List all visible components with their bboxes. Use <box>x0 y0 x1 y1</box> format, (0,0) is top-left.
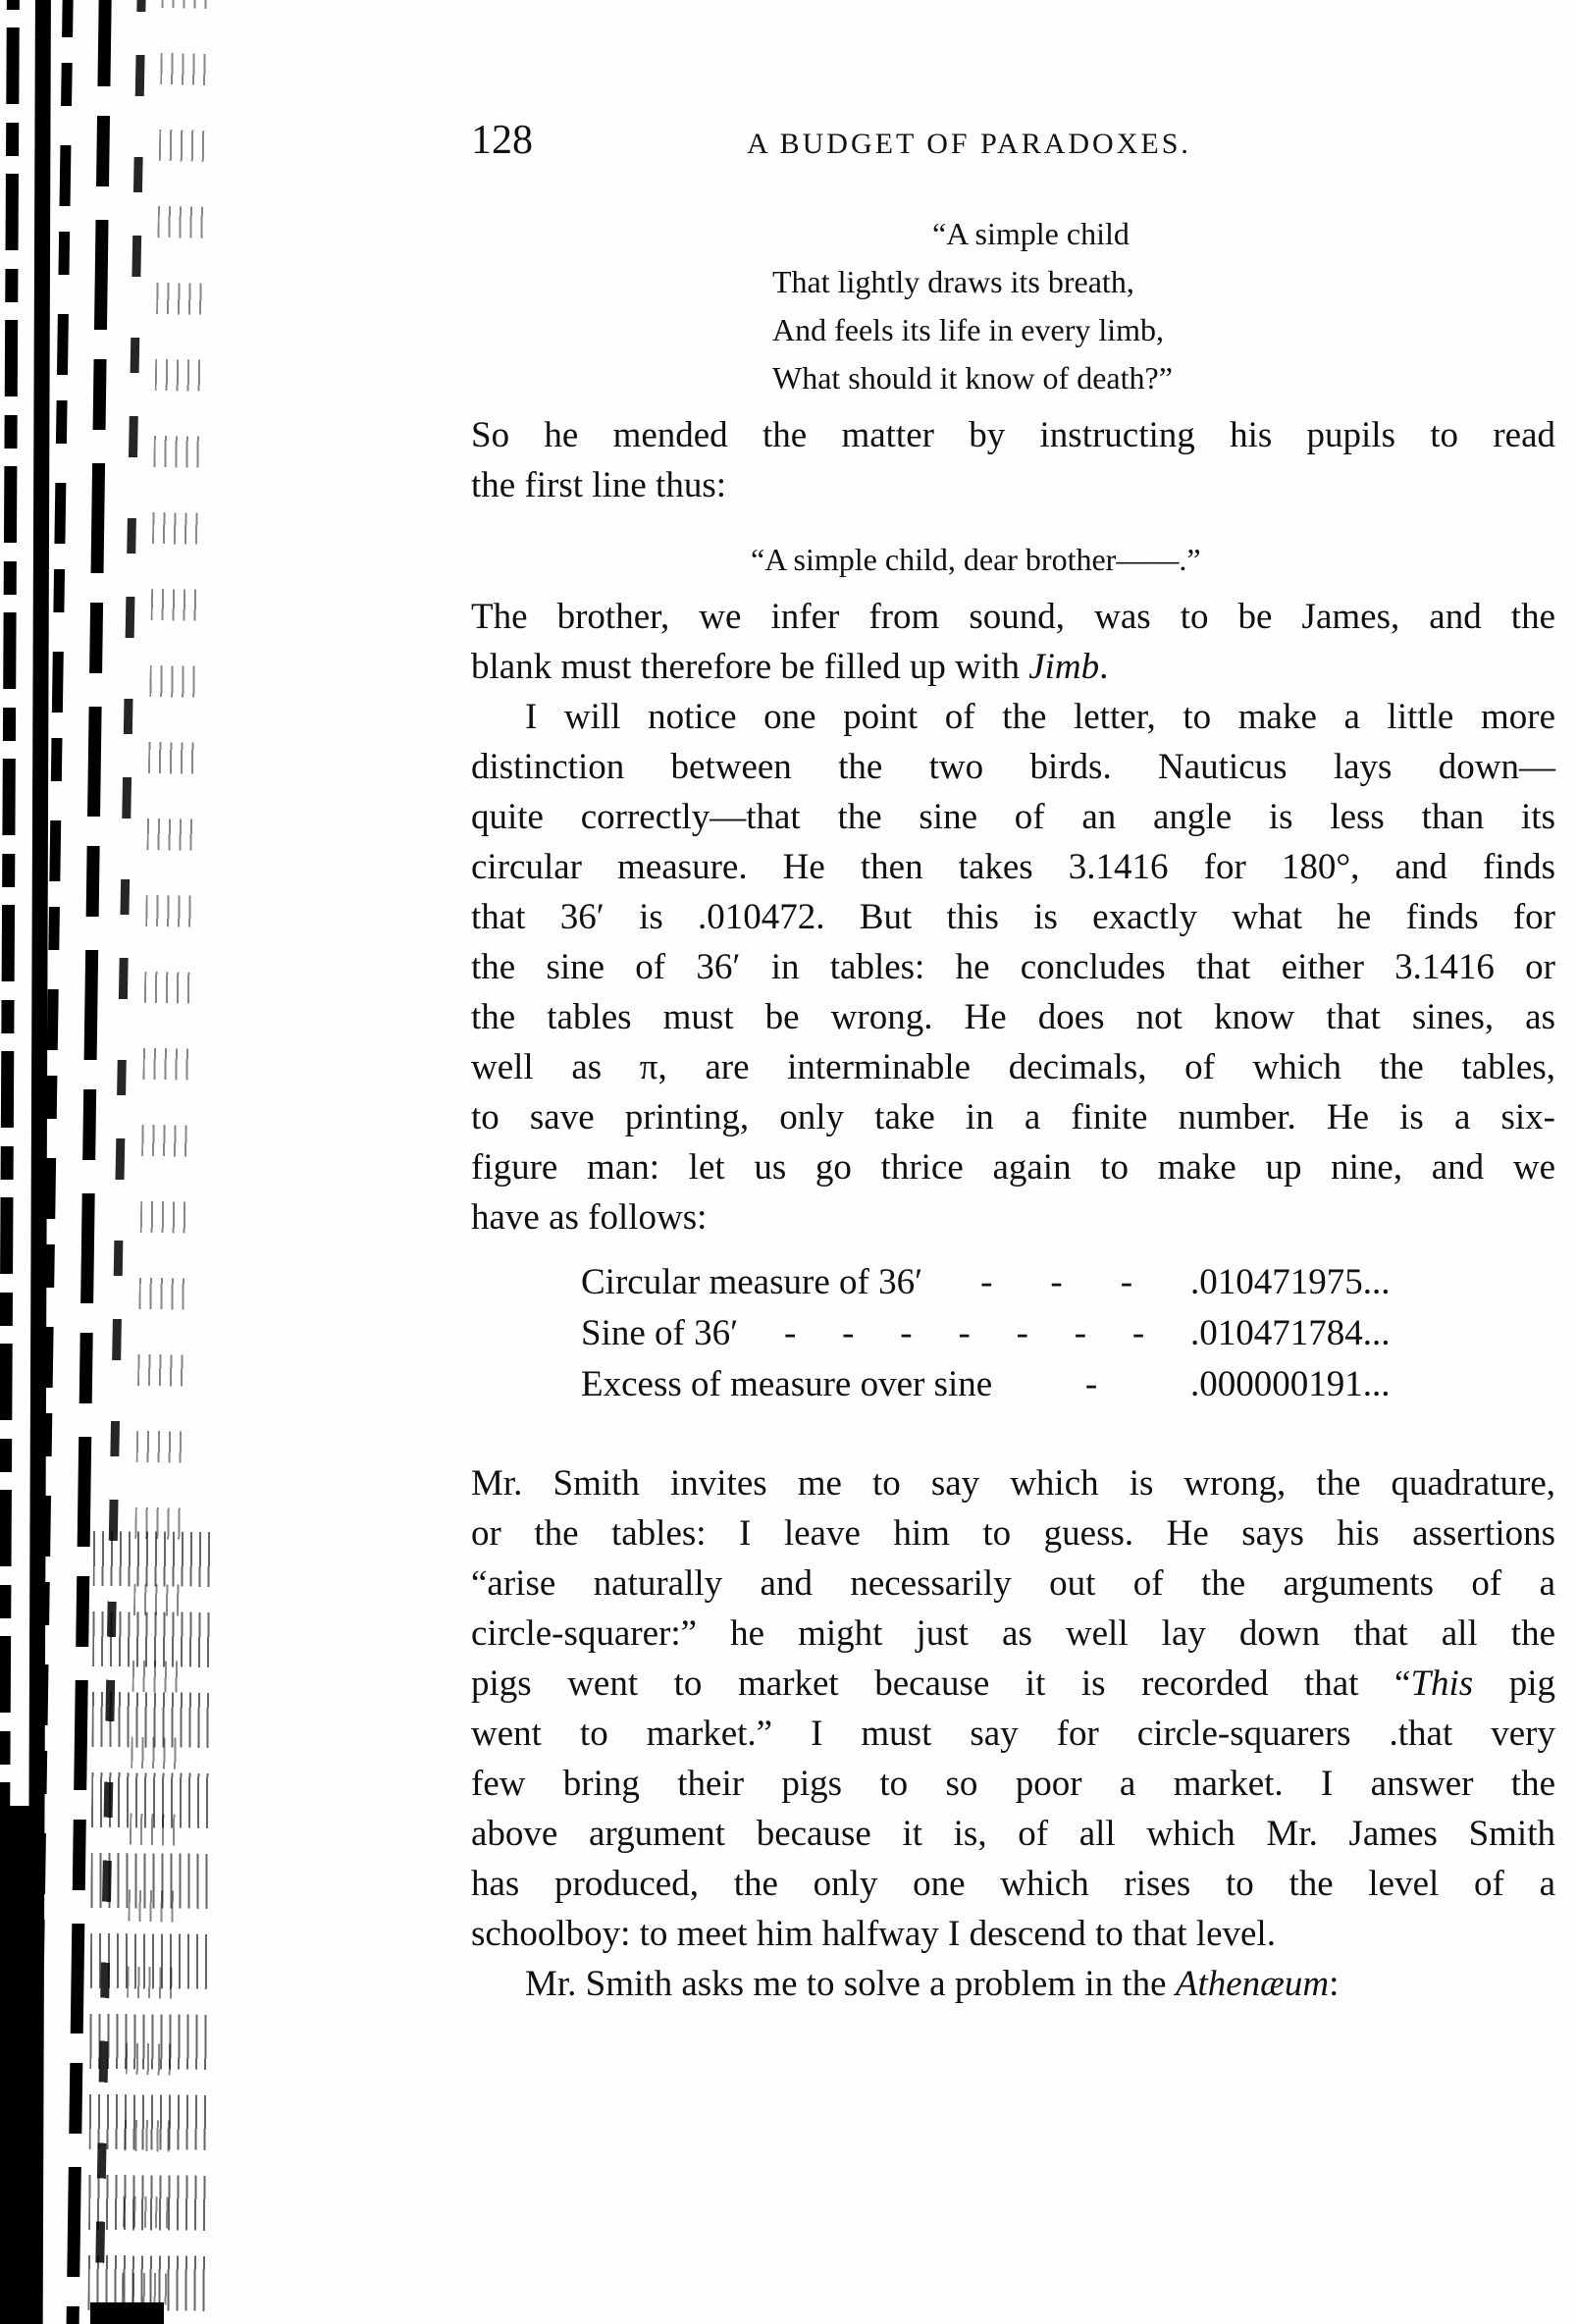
text-line: That lightly draws its breath, <box>772 264 1134 299</box>
text-line: few bring their pigs to so poor a market. I answer the <box>471 1764 1555 1804</box>
text-line: circular measure. He then takes 3.1416 for 180°, and finds <box>471 847 1555 887</box>
text-line: What should it know of death?” <box>772 360 1173 396</box>
text-line: quite correctly—that the sine of an angle is less than its <box>471 797 1555 837</box>
leader-dashes: - <box>1084 1364 1098 1404</box>
text-line: schoolboy: to meet him halfway I descend to that level. <box>471 1914 1276 1954</box>
scan-blot <box>0 1806 30 2324</box>
text-line: the sine of 36′ in tables: he concludes that either 3.1416 or <box>471 947 1555 987</box>
figures-table <box>471 1257 1555 1410</box>
poem <box>471 210 1555 402</box>
paragraph <box>471 1458 1555 1959</box>
paragraph <box>471 1959 1555 2009</box>
row-value: .000000191... <box>1190 1364 1391 1404</box>
table-row <box>471 1257 1485 1308</box>
scan-artifacts <box>0 0 250 2324</box>
text-line: above argument because it is, of all which Mr. James Smith <box>471 1814 1555 1854</box>
running-title: A BUDGET OF PARADOXES. <box>747 128 1191 160</box>
page-body <box>471 210 1555 2009</box>
table-row <box>471 1359 1485 1410</box>
text-line: or the tables: I leave him to guess. He says his assertions <box>471 1513 1555 1554</box>
page-header <box>471 116 1555 165</box>
text-line: circle-squarer:” he might just as well lay down that all the <box>471 1613 1555 1654</box>
row-value: .010471784... <box>1190 1313 1391 1353</box>
row-value: .010471975... <box>1190 1262 1391 1302</box>
page-number: 128 <box>471 118 533 163</box>
text-line: Mr. Smith asks me to solve a problem in the Athenæum: <box>525 1964 1340 2004</box>
text-line: that 36′ is .010472. But this is exactly what he finds for <box>471 897 1555 937</box>
scan-blot <box>90 2302 164 2324</box>
text-line: has produced, the only one which rises to the level of a <box>471 1864 1555 1904</box>
text-line: “arise naturally and necessarily out of the arguments of a <box>471 1563 1555 1604</box>
row-label: Sine of 36′ <box>581 1313 739 1353</box>
leader-dashes: - - - <box>980 1262 1133 1302</box>
text-line: I will notice one point of the letter, to make a little more <box>525 697 1555 737</box>
text-line: blank must therefore be filled up with Jimb. <box>471 647 1109 687</box>
paragraph <box>471 592 1555 692</box>
verse-quote: “A simple child, dear brother——.” <box>751 542 1201 577</box>
paragraph <box>471 410 1555 510</box>
text-line: pigs went to market because it is recorded that “This pig <box>471 1664 1556 1704</box>
row-label: Excess of measure over sine <box>581 1364 993 1404</box>
text-line: have as follows: <box>471 1197 708 1238</box>
text-line: to save printing, only take in a finite number. He is a six- <box>471 1097 1555 1137</box>
leader-dashes: - - - - - - - <box>784 1313 1145 1353</box>
text-line: The brother, we infer from sound, was to be James, and the <box>471 597 1555 637</box>
text-line: And feels its life in every limb, <box>772 312 1165 347</box>
text-line: the first line thus: <box>471 465 726 505</box>
scan-noise <box>87 1531 213 2324</box>
row-label: Circular measure of 36′ <box>581 1262 923 1302</box>
paragraph <box>471 692 1555 1242</box>
text-line: the tables must be wrong. He does not know that sines, as <box>471 997 1555 1037</box>
text-line: figure man: let us go thrice again to make up nine, and we <box>471 1147 1555 1188</box>
text-line: “A simple child <box>932 216 1130 251</box>
text-line: Mr. Smith invites me to say which is wrong, the quadrature, <box>471 1463 1555 1504</box>
text-line: went to market.” I must say for circle-squarers .that very <box>471 1714 1555 1754</box>
text-line: So he mended the matter by instructing his pupils to read <box>471 415 1555 455</box>
table-row <box>471 1308 1485 1359</box>
text-line: well as π, are interminable decimals, of which the tables, <box>471 1047 1555 1087</box>
text-line: distinction between the two birds. Nauticus lays down— <box>471 747 1555 787</box>
